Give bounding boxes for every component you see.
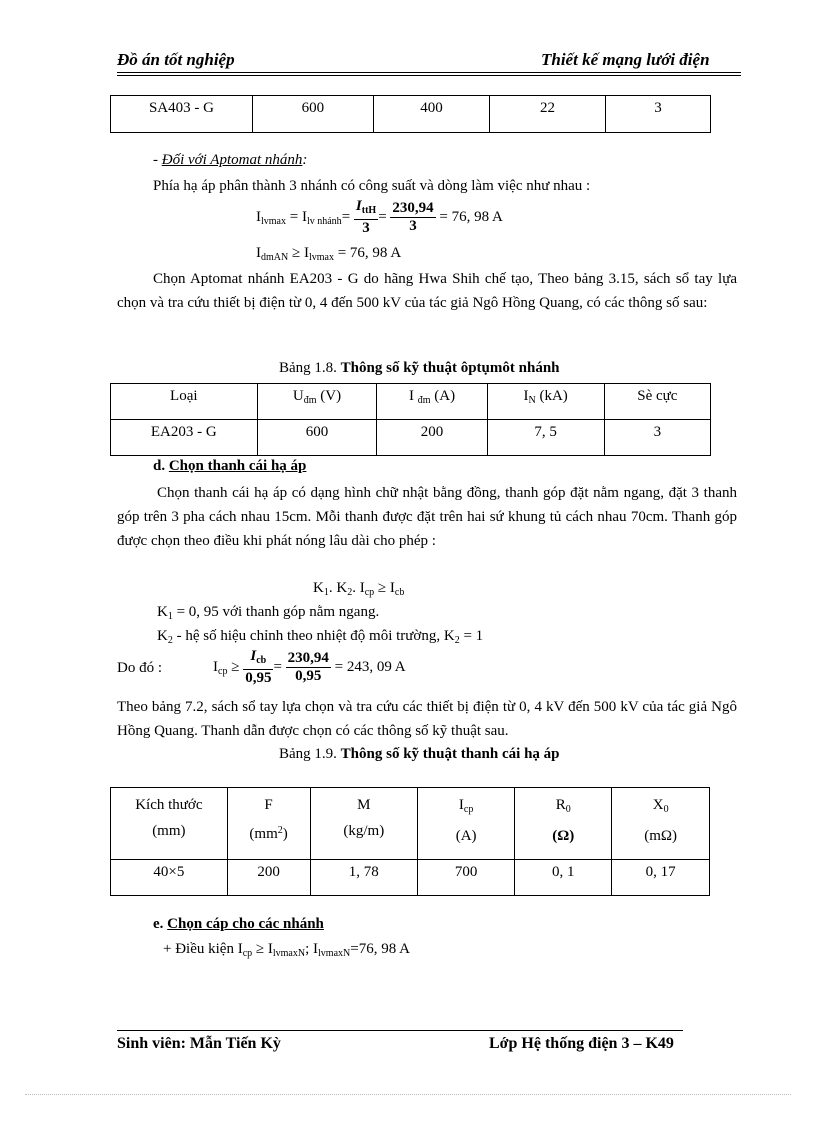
table19-caption: Bảng 1.9. Thông số kỹ thuật thanh cái hạ áp <box>279 746 560 762</box>
table-cell: 400 <box>373 96 489 133</box>
table-header: Kích thước (mm) <box>111 788 228 860</box>
table-cell: 0, 17 <box>612 860 710 896</box>
table-cell: 700 <box>418 860 515 896</box>
table-cell: 0, 1 <box>515 860 612 896</box>
dodo-label: Do đó : <box>117 660 162 676</box>
table-cell: 3 <box>604 420 710 456</box>
table-cell: 40×5 <box>111 860 228 896</box>
table-cell: 200 <box>377 420 487 456</box>
k1-line: $K_1 = 0$, 95 với thanh góp nằm ngang. <box>157 604 380 622</box>
table-header: Sè cực <box>604 384 710 420</box>
table-row <box>111 96 711 133</box>
footer-rule <box>117 1030 683 1031</box>
table-cell: SA403 - G <box>111 96 253 133</box>
table-cell: 1, 78 <box>310 860 418 896</box>
table-header: I $_{đm}$ (A) <box>377 384 487 420</box>
busbar-heading: d. Chọn thanh cái hạ áp <box>153 458 307 474</box>
busbar-para: Chọn thanh cái hạ áp có dạng hình chữ nhật bằng đồng, thanh góp đặt nằm ngang, đặt 3 thanh góp trên 3 pha cách nhau 15cm. Mỗi thanh được đặt trên hai sứ khung tủ cách nhau 70cm. Thanh góp được chọn theo điều khi phát nóng lâu dài cho phép : <box>117 485 737 549</box>
cable-heading: e. Chọn cáp cho các nhánh <box>153 916 324 932</box>
table-cell: EA203 - G <box>111 420 258 456</box>
header-rule <box>117 72 741 73</box>
table-row <box>111 384 711 420</box>
table-header: $X_0$ (mΩ) <box>612 788 710 860</box>
table19 <box>110 787 710 896</box>
top-table <box>110 95 711 133</box>
branch-heading: - Đối với Aptomat nhánh: <box>153 152 308 168</box>
equation-idman: $I_{dmAN} \ge I_{lvmax} = 76$, 98 A <box>256 245 402 263</box>
footer-left: Sinh viên: Mẫn Tiến Kỳ <box>117 1035 281 1052</box>
table-header: $I_{cp}$ (A) <box>418 788 515 860</box>
page-edge <box>25 1094 791 1095</box>
equation-ilvmax: $I_{lvmax} = I_{lv nhánh}=$ $\frac{I_{ttH}}{3}$ = $\frac{230,94}{3}$ = 76, 98 A <box>256 198 503 236</box>
table-header: $I_N$ (kA) <box>487 384 604 420</box>
footer-right: Lớp Hệ thống điện 3 – K49 <box>489 1035 674 1052</box>
header-left: Đồ án tốt nghiệp <box>117 50 235 69</box>
branch-para1: Phía hạ áp phân thành 3 nhánh có công suất và dòng làm việc như nhau : <box>153 178 591 194</box>
table18 <box>110 383 711 456</box>
table-header: Loại <box>111 384 258 420</box>
table-row <box>111 420 711 456</box>
table-header: M (kg/m) <box>310 788 418 860</box>
table-cell: 600 <box>252 96 373 133</box>
table-header: F $(mm^2)$ <box>227 788 310 860</box>
table-cell: 200 <box>227 860 310 896</box>
equation-icp: $I_{cp}$ ≥ $\frac{I_{cb}}{0,95}$ = $\frac{230,94}{0,95}$ = 243, 09 A <box>213 648 406 686</box>
table-cell: 600 <box>257 420 377 456</box>
table-row <box>111 788 710 860</box>
header-rule-2 <box>117 75 741 76</box>
cable-condition: + Điều kiện $I_{cp} \ge I_{lvmaxN}$; $I_{lvmaxN}=76$, 98 A <box>163 941 410 959</box>
equation-condition: $K_1$. $K_2$. $I_{cp} \ge I_{cb}$ <box>313 580 405 598</box>
table-cell: 3 <box>605 96 710 133</box>
table-cell: 7, 5 <box>487 420 604 456</box>
table-header: $R_0$ (Ω) <box>515 788 612 860</box>
table-cell: 22 <box>490 96 606 133</box>
table18-caption: Bảng 1.8. Thông số kỹ thuật ôptụmôt nhánh <box>279 360 560 376</box>
branch-para2: Chọn Aptomat nhánh EA203 - G do hãng Hwa Shih chế tạo, Theo bảng 3.15, sách sổ tay lựa chọn và tra cứu thiết bị điện từ 0, 4 đến 500 kV của tác giả Ngô Hồng Quang, có các thông số sau: <box>117 271 737 311</box>
k2-line: $K_2$ - hệ số hiệu chỉnh theo nhiệt độ môi trường, $K_2 = 1$ <box>157 628 484 646</box>
header-right: Thiết kế mạng lưới điện <box>541 50 710 69</box>
table-row <box>111 860 710 896</box>
table-header: $U_{đm}$ (V) <box>257 384 377 420</box>
busbar-para2: Theo bảng 7.2, sách sổ tay lựa chọn và tra cứu các thiết bị điện từ 0, 4 kV đến 500 kV của tác giả Ngô Hồng Quang. Thanh dẫn được chọn có các thông số kỹ thuật sau. <box>117 699 737 739</box>
